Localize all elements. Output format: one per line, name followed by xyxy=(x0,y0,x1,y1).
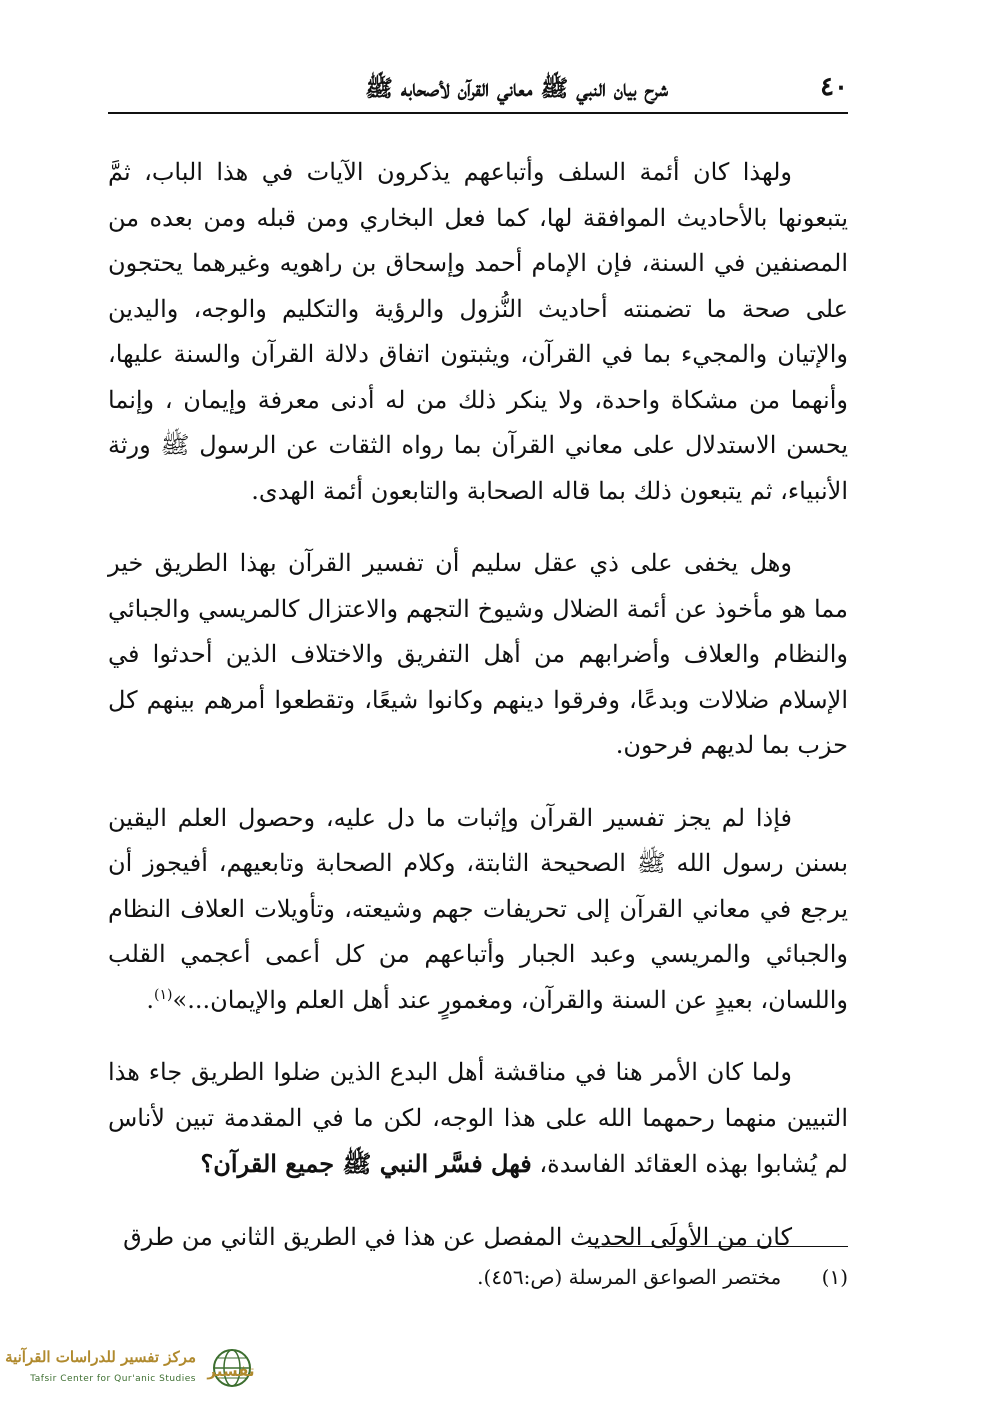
globe-emblem-icon xyxy=(202,1346,260,1390)
svg-text:تفسير: تفسير xyxy=(207,1362,255,1380)
paragraph-5: كان من الأولَى الحديث المفصل عن هذا في الطريق الثاني من طرق xyxy=(123,1222,792,1251)
paragraph-3 xyxy=(108,796,848,1024)
footnote xyxy=(108,1262,848,1292)
footnote-number: (١) xyxy=(821,1265,848,1289)
footnote-reference[interactable]: (١) xyxy=(154,986,173,1003)
running-title: شرح بيان النبي ﷺ معاني القرآن لأصحابه ﷺ xyxy=(365,75,668,102)
paragraph-4 xyxy=(108,1050,848,1188)
header-rule xyxy=(108,112,848,114)
paragraph-2: وهل يخفى على ذي عقل سليم أن تفسير القرآن بهذا الطريق خير مما هو مأخوذ عن أئمة الضلال وشيوخ التجهم والاعتزال كالمريسي والجبائي والنظام والعلاف وأضرابهم من أهل التفريق والاختلاف الذين أحدثوا في الإسلام ضلالات وبدعًا، وفرقوا دينهم وكانوا شيعًا، وتقطعوا أمرهم بينهم كل حزب بما لديهم فرحون. xyxy=(108,549,848,759)
publisher-logo xyxy=(5,1344,268,1396)
paragraph-1: ولهذا كان أئمة السلف وأتباعهم يذكرون الآيات في هذا الباب، ثمَّ يتبعونها بالأحاديث الموافقة لها، كما فعل البخاري ومن قبله ومن بعده من المصنفين في السنة، فإن الإمام أحمد وإسحاق بن راهويه وغيرهما يحتجون على صحة ما تضمنته أحاديث النُّزول والرؤية والتكليم والوجه، واليدين والإتيان والمجيء بما في القرآن، ويثبتون اتفاق دلالة القرآن والسنة عليها، وأنهما من مشكاة واحدة، ولا ينكر ذلك من له أدنى معرفة وإيمان ، وإنما يحسن الاستدلال على معاني القرآن بما رواه الثقات عن الرسول ﷺ ورثة الأنبياء، ثم يتبعون ذلك بما قاله الصحابة والتابعون أئمة الهدى. xyxy=(108,158,849,505)
paragraph-3-text: فإذا لم يجز تفسير القرآن وإثبات ما دل عليه، وحصول العلم اليقين بسنن رسول الله ﷺ الصحيحة الثابتة، وكلام الصحابة وتابعيهم، أفيجوز أن يرجع في معاني القرآن إلى تحريفات جهم وشيعته، وتأويلات العلاف النظام والجبائي والمريسي وعبد الجبار وأتباعهم من كل أعمى أعجمي القلب واللسان، بعيدٍ عن السنة والقرآن، ومغمورٍ عند أهل العلم والإيمان...» xyxy=(108,803,848,1014)
paragraph-4-text: ولما كان الأمر هنا في مناقشة أهل البدع الذين ضلوا الطريق جاء هذا التبيين منهما رحمهما الله على هذا الوجه، لكن ما في المقدمة تبين لأناس لم يُشابوا بهذه العقائد الفاسدة، xyxy=(108,1058,848,1178)
bold-question: فهل فسَّر النبي ﷺ جميع القرآن؟ xyxy=(200,1149,532,1178)
page-header xyxy=(108,68,848,112)
page-number: ٤٠ xyxy=(820,72,848,102)
paragraph-3-end: . xyxy=(146,985,155,1014)
footnote-rule xyxy=(588,1246,848,1247)
publisher-name-ar: مركز تفسير للدراسات القرآنية xyxy=(5,1348,196,1366)
publisher-name-en: Tafsir Center for Qur'anic Studies xyxy=(30,1374,196,1384)
footnote-text: مختصر الصواعق المرسلة (ص:٤٥٦). xyxy=(477,1265,782,1289)
body-text xyxy=(108,150,848,1287)
